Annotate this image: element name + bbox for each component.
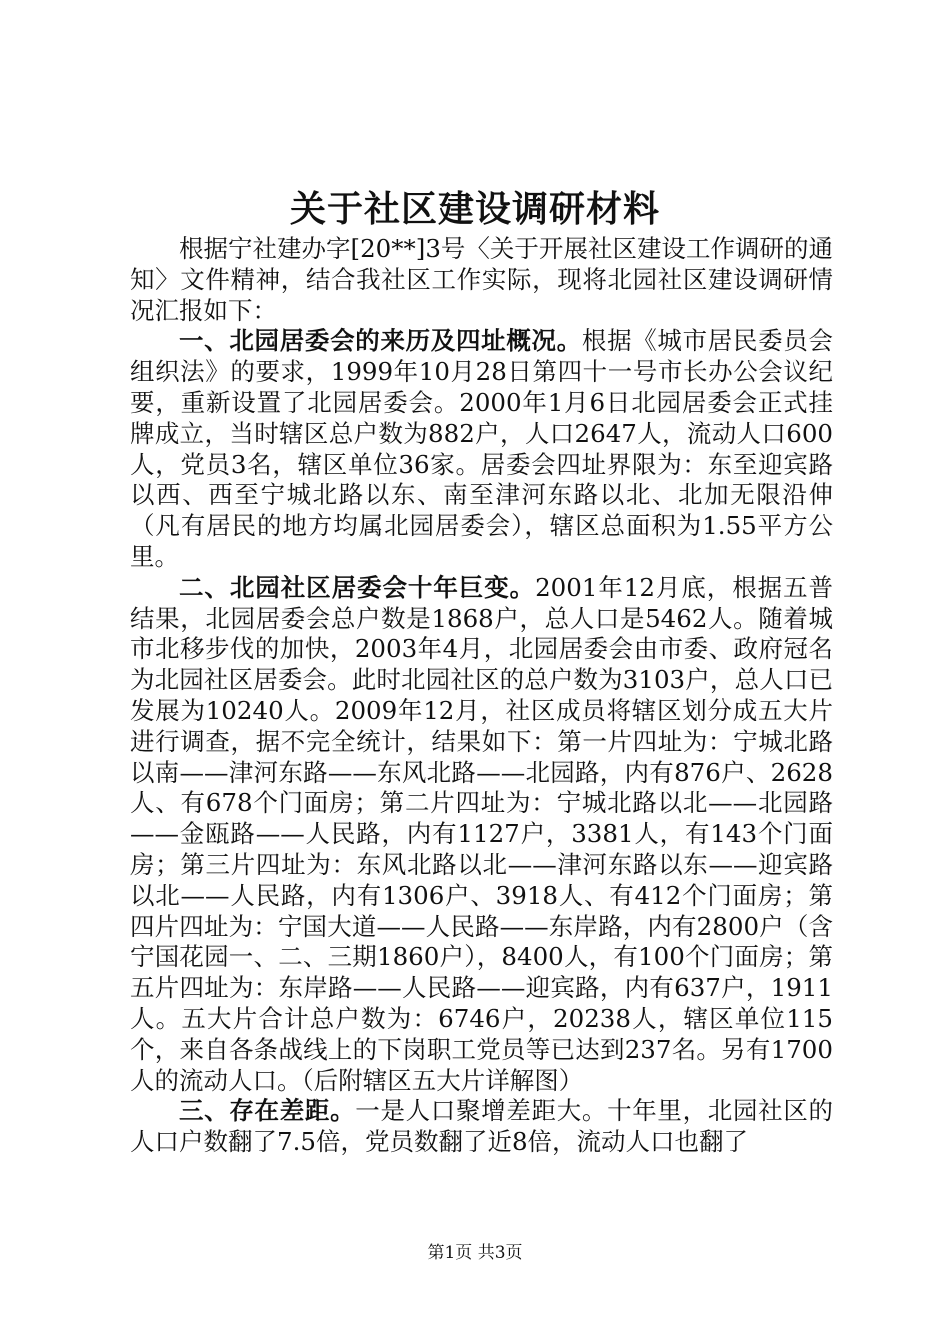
paragraph-section-1 — [130, 326, 833, 572]
paragraph-text: 根据宁社建办字[20**]3号〈关于开展社区建设工作调研的通知〉文件精神，结合我社区工作实际，现将北园社区建设调研情况汇报如下： — [130, 234, 833, 325]
section-heading-changes: 二、北园社区居委会十年巨变。 — [179, 572, 536, 602]
paragraph-text: 根据《城市居民委员会组织法》的要求，1999年10月28日第四十一号市长办公会议纪要，重新设置了北园居委会。2000年1月6日北园居委会正式挂牌成立，当时辖区总户数为882户，人口2647人，流动人口600人，党员3名，辖区单位36家。居委会四址界限为：东至迎宾路以西、西至宁城北路以东、南至津河东路以北、北加无限沿伸（凡有居民的地方均属北园居委会），辖区总面积为1.55平方公里。 — [130, 326, 834, 571]
paragraph-intro — [130, 234, 833, 326]
section-heading-gaps: 三、存在差距。 — [179, 1096, 356, 1126]
document-title: 关于社区建设调研材料 — [289, 188, 660, 230]
page-number-footer: 第1页 共3页 — [427, 1243, 523, 1263]
section-heading-history: 一、北园居委会的来历及四址概况。 — [179, 326, 582, 356]
paragraph-section-2 — [130, 573, 833, 1097]
paragraph-text: 一是人口聚增差距大。十年里，北园社区的人口户数翻了7.5倍，党员数翻了近8倍，流动人口也翻了 — [130, 1096, 834, 1157]
paragraph-section-3 — [130, 1096, 833, 1158]
paragraph-text: 2001年12月底，根据五普结果，北园居委会总户数是1868户，总人口是5462人。随着城市北移步伐的加快，2003年4月，北园居委会由市委、政府冠名为北园社区居委会。此时北园社区的总户数为3103户，总人口已发展为10240人。2009年12月，社区成员将辖区划分成五大片进行调查，据不完全统计，结果如下：第一片四址为：宁城北路以南——津河东路——东风北路——北园路，内有876户、2628人、有678个门面房；第二片四址为：宁城北路以北——北园路——金瓯路——人民路，内有1127户，3381人，有143个门面房；第三片四址为：东风北路以北——津河东路以东——迎宾路以北——人民路，内有1306户、3918人、有412个门面房；第四片四址为：宁国大道——人民路——东岸路，内有2800户（含宁国花园一、二、三期1860户），8400人，有100个门面房；第五片四址为：东岸路——人民路——迎宾路，内有637户，1911人。五大片合计总户数为：6746户，20238人，辖区单位115个，来自各条战线上的下岗职工党员等已达到237名。另有1700人的流动人口。（后附辖区五大片详解图） — [130, 572, 834, 1095]
document-body — [130, 234, 833, 1158]
